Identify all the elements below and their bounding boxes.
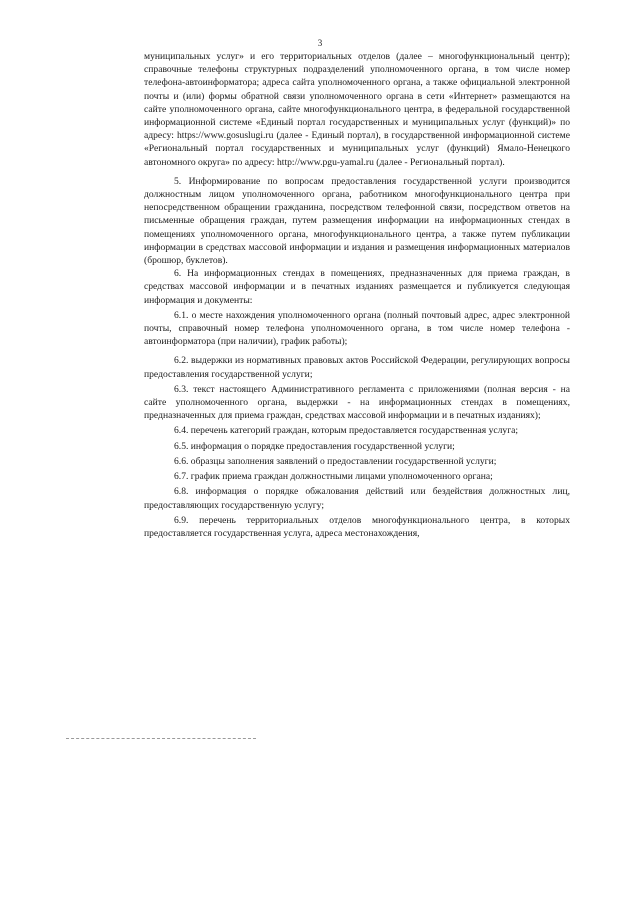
paragraph-6-3: 6.3. текст настоящего Административного регламента с приложениями (полная версия - на сайте уполномоченного органа, выдержки - на информационных стендах в помещениях, предназначенных для приема граждан, средствах массовой информации и в печатных изданиях); bbox=[144, 383, 570, 422]
paragraph-6-6: 6.6. образцы заполнения заявлений о предоставлении государственной услуги; bbox=[174, 455, 497, 467]
paragraph-6-1: 6.1. о месте нахождения уполномоченного органа (полный почтовый адрес, адрес электронной почты, справочный номер телефона уполномоченного органа, в том числе номер телефона - автоинформатора (при наличии), график работы); bbox=[144, 309, 570, 348]
paragraph-6: 6. На информационных стендах в помещениях, предназначенных для приема граждан, в средствах массовой информации и в печатных изданиях размещается и публикуется следующая информация и документы: bbox=[144, 268, 570, 306]
document-body bbox=[144, 50, 570, 540]
paragraph-6-2: 6.2. выдержки из нормативных правовых актов Российской Федерации, регулирующих вопросы предоставления государственной услуги; bbox=[144, 355, 570, 380]
paragraph-6-9: 6.9. перечень территориальных отделов многофункционального центра, в которых предоставляется государственная услуга, адреса местонахождения, bbox=[144, 514, 570, 539]
paragraph-6-4: 6.4. перечень категорий граждан, которым предоставляется государственная услуга; bbox=[174, 425, 519, 437]
paragraph-5: 5. Информирование по вопросам предоставления государственной услуги производится должностным лицом уполномоченного органа, работником многофункционального центра при непосредственном обращении гражданина, посредством телефонной связи, посредством ответов на письменные обращения граждан, путем размещения информации на информационных стендах в помещениях уполномоченного органа, многофункционального центра, а также путем публикации информации в средствах массовой информации и издания и размещения информационных материалов (брошюр, буклетов). bbox=[144, 175, 570, 267]
paragraph-6-5: 6.5. информация о порядке предоставления государственной услуги; bbox=[174, 440, 455, 452]
paragraph-continuation: муниципальных услуг» и его территориальных отделов (далее – многофункциональный центр); справочные телефоны структурных подразделений уполномоченного органа, в том числе номер телефона-автоинформатора; адреса сайта уполномоченного органа, а также официальной электронной почты и (или) формы обратной связи уполномоченного органа в сети «Интернет» размещаются на сайте уполномоченного органа, сайте многофункционального центра, в федеральной государственной информационной системе «Единый портал государственных и муниципальных услуг (функций)» по адресу: https://www.gosuslugi.ru (далее - Единый портал), в государственной информационной системе «Региональный портал государственных и муниципальных услуг (функций) Ямало-Ненецкого автономного округа» по адресу: http://www.pgu-yamal.ru (далее - Региональный портал). bbox=[144, 51, 570, 168]
paragraph-6-8: 6.8. информация о порядке обжалования действий или бездействия должностных лиц, предоставляющих государственную услугу; bbox=[144, 486, 570, 511]
page-number: 3 bbox=[317, 38, 323, 48]
footer-divider bbox=[66, 738, 256, 739]
paragraph-6-7: 6.7. график приема граждан должностными лицами уполномоченного органа; bbox=[174, 471, 493, 483]
